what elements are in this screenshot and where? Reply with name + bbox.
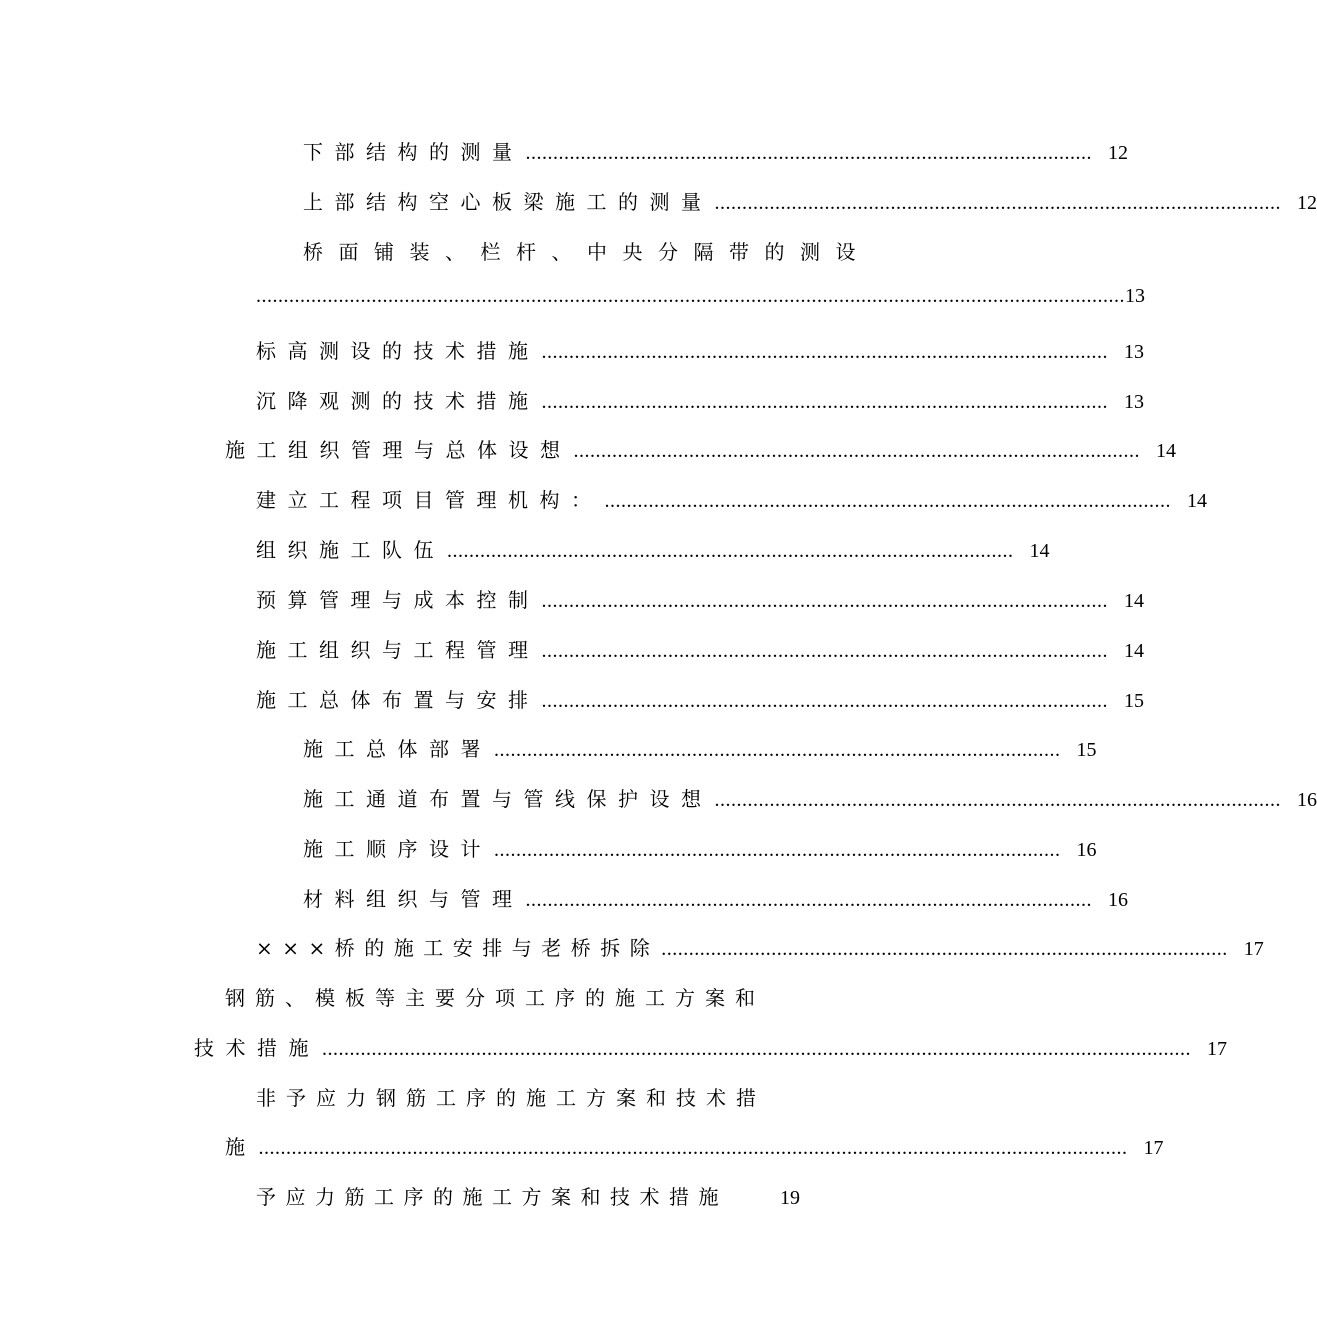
toc-page-number: 15: [1124, 690, 1144, 712]
toc-entry-continuation: [194, 1032, 1227, 1062]
toc-entry-title[interactable]: 桥面铺装、栏杆、中央分隔带的测设: [303, 240, 871, 264]
toc-entry[interactable]: [303, 883, 1128, 913]
toc-dot-leader: .......................................................................................................: [661, 938, 1228, 960]
toc-entry-title: 施: [225, 1135, 257, 1159]
toc-entry[interactable]: [256, 484, 1207, 514]
toc-page-number: 16: [1297, 789, 1317, 811]
toc-page-number: 15: [1076, 739, 1097, 761]
toc-dot-leader: .......................................................................................................: [573, 440, 1140, 462]
toc-dot-leader: .......................................................................................................: [447, 540, 1014, 562]
toc-dot-leader: ..............................................................................................................................................................: [322, 1038, 1191, 1060]
toc-entry[interactable]: [303, 186, 1317, 216]
toc-entry[interactable]: [256, 684, 1144, 714]
toc-page-number: 13: [1124, 341, 1144, 363]
toc-entry-continuation: [225, 1131, 1164, 1161]
toc-dot-leader: .......................................................................................................: [541, 640, 1108, 662]
toc-dot-leader: .......................................................................................................: [541, 391, 1108, 413]
toc-entry[interactable]: [256, 584, 1144, 614]
toc-page-number: 19: [780, 1187, 800, 1209]
toc-entry-title: 予应力筋工序的施工方案和技术措施: [256, 1185, 728, 1209]
toc-entry-title: 施工顺序设计: [303, 837, 492, 861]
toc-dot-leader: .......................................................................................................: [714, 789, 1281, 811]
toc-page-number: 17: [1207, 1038, 1227, 1060]
toc-entry-title: 组织施工队伍: [256, 538, 445, 562]
toc-dot-leader: .......................................................................................................: [604, 490, 1171, 512]
toc-entry[interactable]: [256, 1181, 800, 1211]
toc-dot-leader: .......................................................................................................: [494, 739, 1061, 761]
toc-page-number: 14: [1187, 490, 1207, 512]
toc-dot-leader: .......................................................................................................: [525, 889, 1092, 911]
toc-entry-title: ×××桥的施工安排与老桥拆除: [256, 936, 660, 960]
toc-entry-title: 施工组织与工程管理: [256, 638, 540, 662]
toc-entry[interactable]: [256, 932, 1264, 962]
toc-page-number: 16: [1108, 889, 1128, 911]
toc-entry-title: 标高测设的技术措施: [256, 339, 540, 363]
toc-entry-title: 技术措施: [194, 1036, 320, 1060]
toc-page-number: 17: [1143, 1137, 1164, 1159]
toc-dot-leader: .......................................................................................................: [494, 839, 1061, 861]
toc-page-number: 14: [1156, 440, 1176, 462]
toc-entry-continuation: [256, 285, 1145, 315]
toc-dot-leader: .......................................................................................................: [541, 590, 1108, 612]
toc-page-number: 14: [1029, 540, 1050, 562]
toc-page-number: 12: [1108, 142, 1128, 164]
toc-entry[interactable]: [303, 733, 1097, 763]
toc-page-number: 13: [1124, 391, 1144, 413]
toc-page-number: 14: [1124, 640, 1144, 662]
toc-dot-leader: .......................................................................................................: [714, 192, 1281, 214]
toc-entry[interactable]: [303, 136, 1128, 166]
toc-dot-leader: ..............................................................................................................................................................: [258, 1137, 1128, 1159]
toc-dot-leader: .......................................................................................................: [541, 690, 1108, 712]
toc-entry-title: 预算管理与成本控制: [256, 588, 540, 612]
toc-dot-leader: .......................................................................................................: [541, 341, 1108, 363]
toc-entry-title[interactable]: 非予应力钢筋工序的施工方案和技术措: [256, 1086, 766, 1110]
toc-page-number: 13: [1125, 285, 1145, 307]
toc-entry-title: 建立工程项目管理机构：: [256, 488, 603, 512]
toc-page-number: 14: [1124, 590, 1144, 612]
toc-page-number: 17: [1243, 938, 1264, 960]
toc-entry[interactable]: [256, 534, 1050, 564]
toc-entry[interactable]: [225, 434, 1176, 464]
toc-page-number: 16: [1076, 839, 1097, 861]
toc-entry[interactable]: [303, 833, 1097, 863]
toc-entry-title[interactable]: 钢筋、模板等主要分项工序的施工方案和: [225, 986, 765, 1010]
toc-entry[interactable]: [303, 783, 1317, 813]
toc-entry-title: 施工总体布置与安排: [256, 688, 540, 712]
toc-dot-leader: .......................................................................................................: [525, 142, 1092, 164]
toc-entry-title: 材料组织与管理: [303, 887, 524, 911]
toc-entry-title: 上部结构空心板梁施工的测量: [303, 190, 713, 214]
toc-entry[interactable]: [256, 385, 1144, 415]
toc-dot-leader: ..............................................................................................................................................................: [256, 285, 1125, 307]
toc-entry-title: 施工总体部署: [303, 737, 492, 761]
toc-entry-title: 施工组织管理与总体设想: [225, 438, 572, 462]
toc-entry[interactable]: [256, 335, 1144, 365]
toc-entry-title: 沉降观测的技术措施: [256, 389, 540, 413]
toc-page-number: 12: [1297, 192, 1317, 214]
toc-entry-title: 下部结构的测量: [303, 140, 524, 164]
toc-entry[interactable]: [256, 634, 1144, 664]
toc-entry-title: 施工通道布置与管线保护设想: [303, 787, 713, 811]
